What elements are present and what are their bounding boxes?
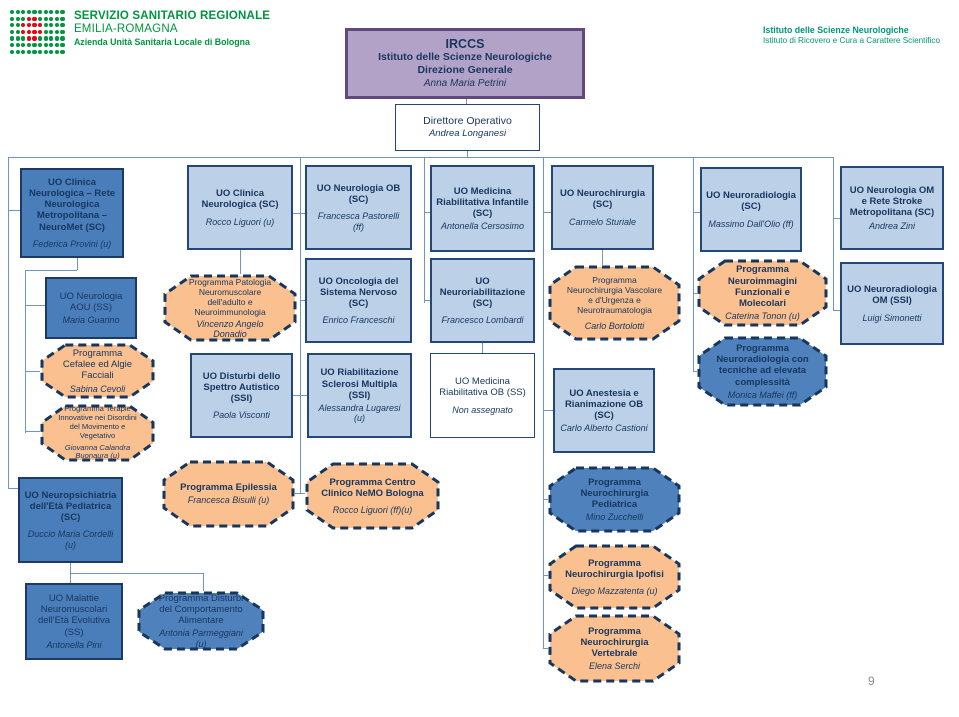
node-uo-riabilitazione-sclerosi-multipla [307, 353, 412, 438]
node-programma-neuroradiologia-complessita [697, 336, 828, 407]
node-title: UO Anestesia e Rianimazione OB (SC) [564, 387, 644, 421]
node-person: Anna Maria Petrini [423, 78, 507, 90]
connector [300, 395, 307, 396]
node-title: Programma Neurochirurgia Ipofisi [565, 557, 664, 580]
node-person: Alessandra Lugaresi (u) [318, 402, 401, 424]
node-title: Direttore Operativo [423, 115, 512, 128]
node-title: UO Neuroradiologia OM (SSI) [847, 284, 937, 307]
node-title: Programma Centro Clinico NeMO Bologna [321, 476, 424, 499]
node-title: UO Neurologia OM e Rete Stroke Metropolitana (SC) [849, 185, 935, 219]
institute-line1: Istituto delle Scienze Neurologiche [763, 25, 909, 35]
node-title: UO Neurologia AOU (SS) [59, 290, 123, 313]
node-uo-neuroriabilitazione [430, 258, 535, 343]
node-title: Istituto delle Scienze Neurologiche [378, 51, 552, 64]
node-title: Programma Terapie Innovative nei Disordini del Movimento e Vegetativo [58, 403, 137, 440]
node-programma-neuroimmagini [697, 259, 828, 327]
node-person: Elena Serchi [588, 661, 641, 672]
connector [693, 157, 694, 371]
node-person: Antonella Pini [46, 639, 102, 650]
connector [25, 305, 45, 306]
node-title: UO Neurologia OB (SC) [316, 182, 401, 206]
ssr-logo-dots-icon [10, 10, 66, 56]
node-title: UO Malattie Neuromuscolari dell'Età Evolutiva (SS) [37, 592, 111, 638]
node-person: Non assegnato [452, 404, 513, 415]
node-title: Programma Neurochirurgia Vascolare e d'Urgenza e Neurotraumatologia [566, 274, 663, 315]
node-person: Mino Zucchelli [585, 512, 644, 523]
connector [70, 573, 203, 574]
node-uo-neurologia-ob [305, 165, 412, 250]
connector [8, 210, 20, 211]
connector [25, 431, 40, 432]
connector [77, 258, 78, 270]
node-person: Carlo Alberto Castioni [560, 423, 648, 434]
node-person: Caterina Tonon (u) [725, 311, 800, 322]
node-person: Maria Guarino [62, 315, 120, 326]
connector [203, 573, 204, 591]
connector [293, 395, 300, 396]
node-direttore-operativo [395, 104, 540, 151]
institute-line2: Istituto di Ricovero e Cura a Carattere Scientifico [763, 36, 941, 45]
node-person: Paola Visconti [213, 410, 270, 421]
node-person: Luigi Simonetti [862, 312, 922, 323]
node-person: Francesco Lombardi [441, 315, 524, 326]
connector [295, 493, 305, 494]
node-person: Sabina Cevoli [69, 383, 126, 394]
node-programma-terapie-innovative [40, 404, 155, 462]
node-programma-centro-nemo [305, 462, 440, 530]
node-programma-neurochirurgia-vascolare [548, 265, 681, 341]
page-number: 9 [868, 674, 875, 688]
connector [543, 410, 553, 411]
node-uo-neurologia-om [840, 166, 944, 250]
institute-header [763, 25, 940, 45]
node-person: Rocco Liguori (u) [205, 216, 275, 227]
connector [482, 343, 483, 353]
node-title: UO Neuroriabilitazione (SC) [439, 275, 526, 309]
node-title: Programma Neuroradiologia con tecniche ad elevata complessità [716, 342, 809, 388]
node-uo-neurologia-aou [45, 277, 137, 339]
node-person: Giovanna Calandra Buonaura (u) [64, 442, 131, 461]
node-person: Francesca Bisulli (u) [187, 495, 270, 506]
node-person: Antonia Parmeggiani (u) [159, 628, 243, 649]
connector [833, 310, 840, 311]
node-title: Programma Cefalee ed Algie Facciali [62, 348, 133, 382]
node-uo-neuroradiologia [700, 167, 802, 252]
node-uo-spettro-autistico [190, 353, 293, 438]
node-uo-medicina-riabilitativa-ob [430, 353, 535, 438]
node-title: UO Neuroradiologia (SC) [706, 190, 796, 213]
node-title: UO Medicina Riabilitativa OB (SS) [439, 376, 526, 399]
node-person: Rocco Liguori (ff)(u) [332, 505, 413, 516]
node-title: UO Neuropsichiatria dell'Età Pediatrica (SC) [24, 489, 117, 524]
connector [25, 371, 40, 372]
node-uo-clinica-neurologica [187, 165, 293, 250]
node-title: UO Medicina Riabilitativa Infantile (SC) [436, 185, 529, 219]
ssr-line2: EMILIA-ROMAGNA [73, 23, 178, 35]
node-programma-cefalee [40, 343, 155, 399]
connector [602, 250, 603, 265]
node-person: Massimo Dall'Olio (ff) [708, 218, 794, 229]
octagon-shape [162, 460, 295, 528]
node-person: Enrico Franceschi [322, 315, 395, 326]
node-title: IRCCS [445, 37, 485, 52]
node-person: Antonella Cersosimo [440, 221, 525, 232]
node-uo-anestesia-rianimazione [553, 368, 655, 453]
node-programma-neurochirurgia-ipofisi [548, 544, 681, 610]
node-uo-oncologia-sistema-nervoso [305, 258, 412, 343]
connector [467, 151, 468, 157]
node-person: Francesca Pastorelli (ff) [317, 211, 400, 232]
connector [25, 270, 77, 271]
node-person: Monica Maffei (ff) [727, 389, 798, 400]
node-uo-neuroradiologia-om [840, 262, 944, 345]
connector [693, 212, 700, 213]
node-title: UO Disturbi dello Spettro Autistico (SSI) [202, 370, 281, 404]
node-person: Carmelo Sturiale [568, 216, 637, 227]
node-direzione-generale [345, 28, 585, 99]
node-person: Andrea Zini [868, 220, 916, 231]
connector [8, 157, 833, 158]
connector [8, 488, 18, 489]
node-title: UO Oncologia del Sistema Nervoso (SC) [318, 275, 399, 309]
connector [543, 212, 551, 213]
ssr-line3: Azienda Unità Sanitaria Locale di Bologna [73, 37, 250, 47]
node-title: UO Clinica Neurologica – Rete Neurologica Metropolitana – NeuroMet (SC) [28, 176, 116, 233]
connector [833, 157, 834, 310]
node-programma-patologia-neuromuscolare [163, 274, 297, 342]
connector [424, 157, 425, 303]
node-title: UO Riabilitazione Sclerosi Multipla (SSI) [320, 367, 399, 401]
node-programma-disturbi-alimentare [137, 591, 265, 651]
node-uo-clinica-neurologica-neuromet [20, 168, 124, 258]
node-uo-neurochirurgia [551, 165, 654, 250]
node-programma-neurochirurgia-vertebrale [548, 614, 681, 683]
node-programma-neurochirurgia-pediatrica [548, 466, 681, 533]
connector [240, 250, 241, 274]
node-uo-neuropsichiatria-pediatrica [18, 477, 123, 563]
node-title: Programma Patologia Neuromuscolare dell'adulto e Neuroimmunologia [188, 276, 272, 317]
connector [25, 270, 26, 433]
node-person: Diego Mazzatenta (u) [571, 586, 658, 597]
node-title: Programma Epilessia [180, 482, 277, 494]
ssr-header [10, 8, 270, 56]
node-title: UO Clinica Neurologica (SC) [201, 188, 279, 211]
connector [8, 157, 9, 488]
node-person: Andrea Longanesi [428, 127, 507, 139]
node-uo-malattie-neuromuscolari [25, 583, 123, 660]
node-person: Duccio Maria Cordelli (u) [27, 529, 114, 550]
ssr-line1: SERVIZIO SANITARIO REGIONALE [73, 10, 271, 22]
ssr-header-text [74, 8, 270, 47]
node-person: Vincenzo Angelo Donadio [196, 318, 264, 340]
node-title: UO Neurochirurgia (SC) [560, 188, 645, 211]
connector [833, 218, 840, 219]
node-title: Programma Neuroimmagini Funzionali e Molecolari [727, 264, 798, 310]
node-uo-medicina-riabilitativa-infantile [430, 165, 535, 252]
node-person: Carlo Bortolotti [584, 320, 645, 331]
node-title: Direzione Generale [417, 64, 513, 77]
node-programma-epilessia [162, 460, 295, 528]
node-title: Programma Disturbi del Comportamento Alimentare [158, 592, 244, 627]
connector [300, 157, 301, 493]
node-person: Federica Provini (u) [32, 238, 112, 249]
node-title: Programma Neurochirurgia Pediatrica [580, 476, 649, 510]
node-title: Programma Neurochirurgia Vertebrale [580, 625, 649, 659]
